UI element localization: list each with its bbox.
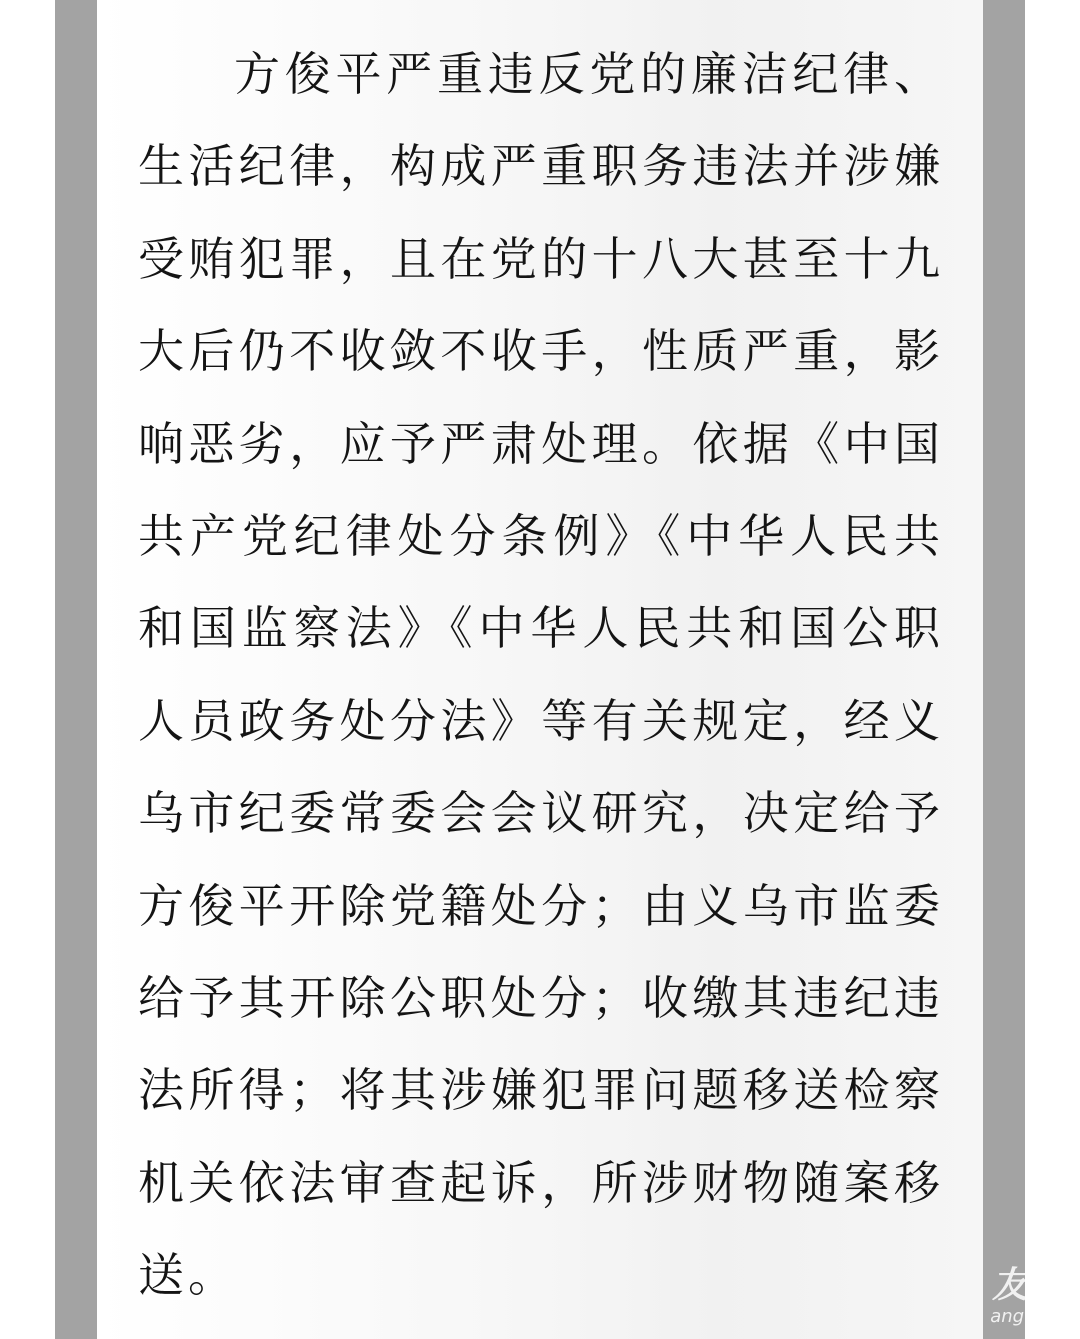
left-gray-rail [55,0,97,1339]
left-margin [0,0,55,1339]
watermark [986,1266,1034,1336]
right-margin [1025,0,1080,1339]
watermark-text: ang. [990,1306,1030,1327]
watermark-mark: 友 [991,1265,1028,1306]
right-gray-rail [983,0,1025,1339]
article-paragraph: 方俊平严重违反党的廉洁纪律、生活纪律，构成严重职务违法并涉嫌受贿犯罪，且在党的十八大甚至十九大后仍不收敛不收手，性质严重，影响恶劣，应予严肃处理。依据《中国共产党纪律处分条例》《中华人民共和国监察法》《中华人民共和国公职人员政务处分法》等有关规定，经义乌市纪委常委会会议研究，决定给予方俊平开除党籍处分；由义乌市监委给予其开除公职处分；收缴其违纪违法所得；将其涉嫌犯罪问题移送检察机关依法审查起诉，所涉财物随案移送。 [138,47,944,1303]
